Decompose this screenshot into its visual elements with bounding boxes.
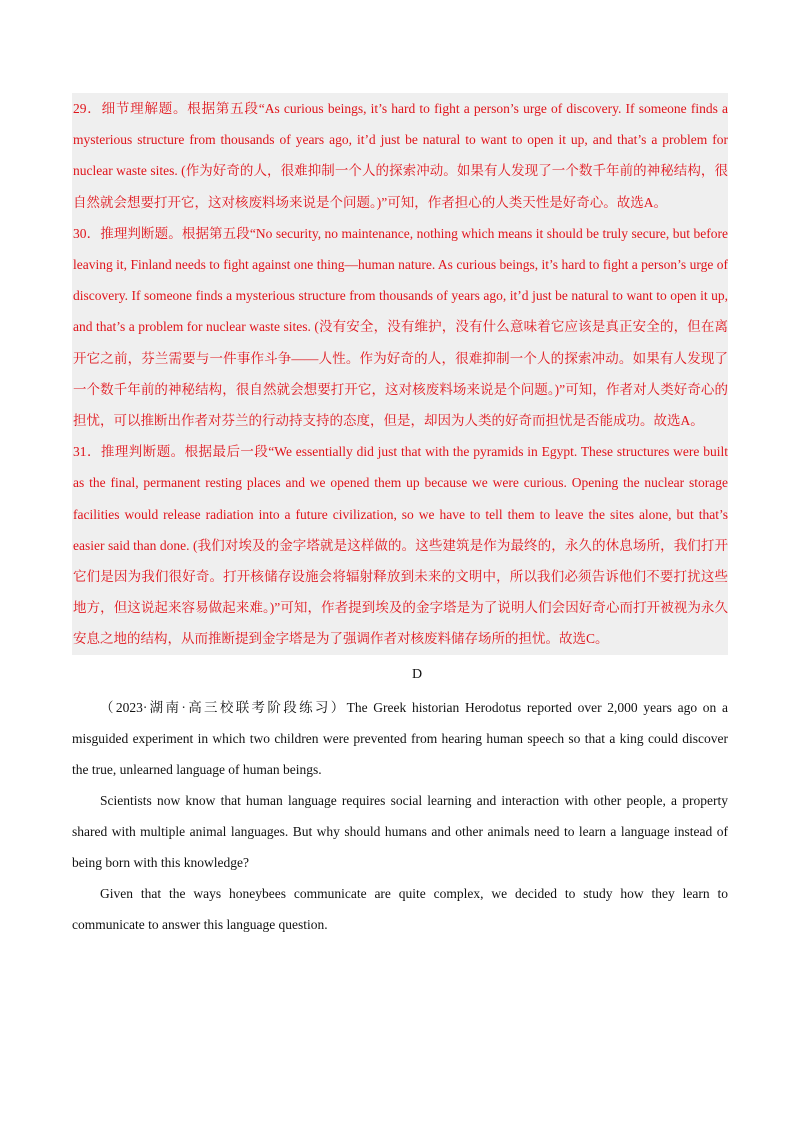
answer-29-explanation: 29．细节理解题。根据第五段“As curious beings, it’s hard to fight a person’s urge of discovery. If someone finds a mysterious structure from thousands of years ago, it’d just be natural to want to open it up, and that’s a problem for nuclear waste sites. (作为好奇的人，很难抑制一个人的探索冲动。如果有人发现了一个数千年前的神秘结构，很自然就会想要打开它，这对核废料场来说是个问题。)”可知，作者担心的人类天性是好奇心。故选A。 [73, 101, 728, 210]
passage-paragraph-3: Given that the ways honeybees communicate are quite complex, we decided to study how they learn to communicate to answer this language question. [72, 885, 728, 932]
answer-31-explanation: 31．推理判断题。根据最后一段“We essentially did just that with the pyramids in Egypt. These structures were built as the final, permanent resting places and we opened them up because we were curious. Opening the nuclear storage facilities would release radiation into a future civilization, so we have to tell them to leave the sites alone, but that’s easier said than done. (我们对埃及的金字塔就是这样做的。这些建筑是作为最终的，永久的休息场所，我们打开它们是因为我们很好奇。打开核储存设施会将辐射释放到未来的文明中，所以我们必须告诉他们不要打扰这些地方，但这说起来容易做起来难。)”可知，作者提到埃及的金字塔是为了说明人们会因好奇心而打开被视为永久安息之地的结构，从而推断提到金字塔是为了强调作者对核废料储存场所的担忧。故选C。 [73, 444, 728, 647]
answer-explanations [72, 93, 728, 655]
section-heading: D [411, 666, 423, 682]
passage-paragraph-1: （2023·湖南·高三校联考阶段练习）The Greek historian Herodotus reported over 2,000 years ago on a misguided experiment in which two children were prevented from hearing human speech so that a king could discover the true, unlearned language of human beings. [72, 699, 728, 777]
document-page [72, 93, 728, 940]
reading-passage [72, 692, 728, 940]
passage-paragraph-2: Scientists now know that human language requires social learning and interaction with other people, a property shared with multiple animal languages. But why should humans and other animals need to learn a language instead of being born with this knowledge? [72, 792, 728, 870]
answer-30-explanation: 30．推理判断题。根据第五段“No security, no maintenance, nothing which means it should be truly secure, but before leaving it, Finland needs to fight against one thing—human nature. As curious beings, it’s hard to fight a person’s urge of discovery. If someone finds a mysterious structure from thousands of years ago, it’d just be natural to want to open it up, and that’s a problem for nuclear waste sites. (没有安全，没有维护，没有什么意味着它应该是真正安全的，但在离开它之前，芬兰需要与一件事作斗争——人性。作为好奇的人，很难抑制一个人的探索冲动。如果有人发现了一个数千年前的神秘结构，很自然就会想要打开它，这对核废料场来说是个问题。)”可知，作者对人类好奇心的担忧，可以推断出作者对芬兰的行动持支持的态度，但是，却因为人类的好奇而担忧是否能成功。故选A。 [73, 225, 728, 429]
